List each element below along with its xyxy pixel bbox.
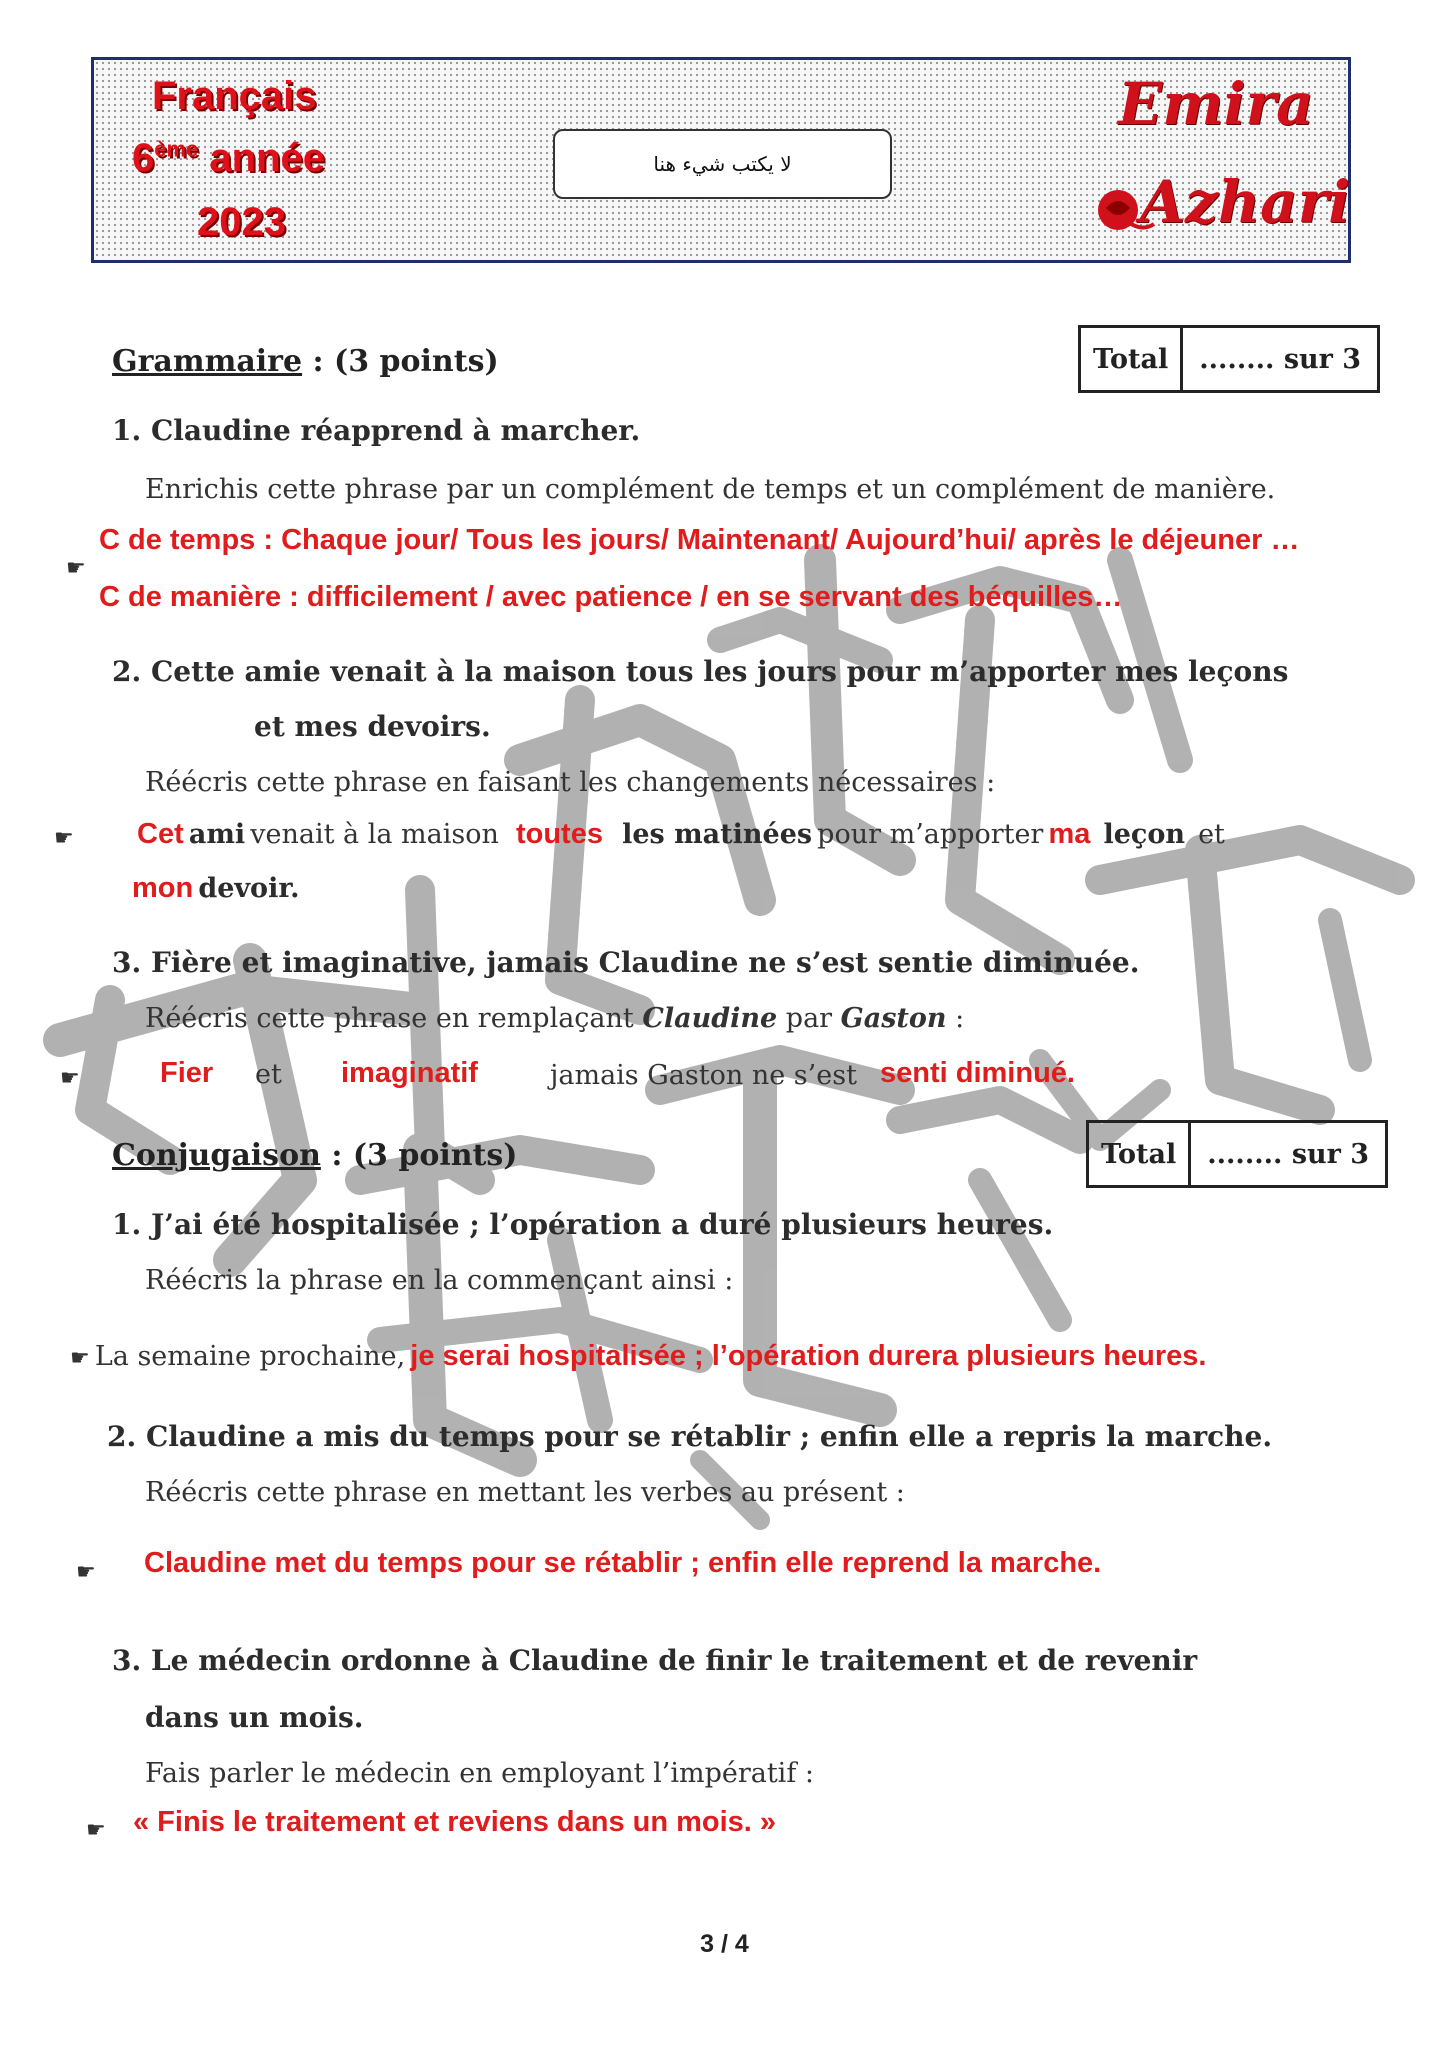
printed-word: leçon <box>1103 819 1185 850</box>
pointing-hand-icon: ☛ <box>86 1818 106 1843</box>
conjugaison-q3-answer: « Finis le traitement et reviens dans un mois. » <box>133 1806 777 1838</box>
section-title-grammaire: Grammaire : (3 points) <box>112 344 499 379</box>
logo-emira: Emira <box>1118 70 1314 138</box>
printed-word: ami <box>188 819 246 850</box>
conjugaison-question-3-line2: dans un mois. <box>145 1701 364 1734</box>
total-label: Total <box>1081 328 1183 390</box>
conjugaison-q2-instruction: Réécris cette phrase en mettant les verbes au présent : <box>145 1477 905 1508</box>
grammaire-question-2-line1: 2. Cette amie venait à la maison tous les jours pour m’apporter mes leçons <box>112 655 1289 688</box>
page-number: 3 / 4 <box>700 1930 749 1958</box>
grammaire-q1-answer-temps: C de temps : Chaque jour/ Tous les jours/ Maintenant/ Aujourd’hui/ après le déjeuner … <box>99 524 1300 556</box>
no-write-box: لا يكتب شيء هنا <box>553 129 892 199</box>
printed-word: et <box>255 1059 282 1090</box>
pointing-hand-icon: ☛ <box>76 1560 96 1585</box>
conjugaison-q2-answer: Claudine met du temps pour se rétablir ; enfin elle reprend la marche. <box>144 1547 1102 1579</box>
conjugaison-q1-answer: je serai hospitalisée ; l’opération durera plusieurs heures. <box>410 1340 1207 1372</box>
total-value: ........ sur 3 <box>1199 343 1362 375</box>
grammaire-q3-answer-fier: Fier <box>160 1057 214 1089</box>
subject-title: Français <box>152 74 317 118</box>
printed-text: pour m’apporter <box>817 819 1044 850</box>
conjugaison-question-1: 1. J’ai été hospitalisée ; l’opération a duré plusieurs heures. <box>112 1208 1054 1241</box>
section-title-conjugaison: Conjugaison : (3 points) <box>112 1138 518 1173</box>
printed-word: devoir. <box>198 873 300 904</box>
grammaire-question-3: 3. Fière et imaginative, jamais Claudine ne s’est sentie diminuée. <box>112 946 1140 979</box>
grammaire-q2-answer-line2 <box>132 872 299 905</box>
answer-word: Cet <box>137 818 184 850</box>
total-label: Total <box>1089 1123 1191 1185</box>
grammaire-total-box <box>1078 325 1380 393</box>
conjugaison-question-3-line1: 3. Le médecin ordonne à Claudine de finir le traitement et de revenir <box>112 1644 1198 1677</box>
pointing-hand-icon: ☛ <box>54 826 74 851</box>
printed-prefix: La semaine prochaine, <box>94 1341 406 1372</box>
total-value: ........ sur 3 <box>1207 1138 1370 1170</box>
conjugaison-q1-answer-line <box>70 1340 1206 1373</box>
grammaire-q1-instruction: Enrichis cette phrase par un complément de temps et un complément de manière. <box>145 474 1276 505</box>
grammaire-question-2-line2: et mes devoirs. <box>254 710 491 743</box>
grammaire-q2-answer-line1 <box>137 818 1225 851</box>
logo-azhari: Azhari <box>1140 168 1351 236</box>
grammaire-question-1: 1. Claudine réapprend à marcher. <box>112 414 641 447</box>
answer-word: toutes <box>515 818 603 850</box>
answer-word: ma <box>1048 818 1091 850</box>
conjugaison-q1-instruction: Réécris la phrase en la commençant ainsi : <box>145 1265 734 1296</box>
pointing-hand-icon: ☛ <box>66 556 86 581</box>
pointing-hand-icon: ☛ <box>70 1346 90 1371</box>
grammaire-q3-answer-imaginatif: imaginatif <box>341 1057 478 1089</box>
answer-word: mon <box>132 872 194 904</box>
printed-word: les matinées <box>622 819 813 850</box>
printed-text: et <box>1198 819 1225 850</box>
conjugaison-total-box <box>1086 1120 1388 1188</box>
grammaire-q2-instruction: Réécris cette phrase en faisant les changements nécessaires : <box>145 767 996 798</box>
level-number: 6 <box>132 136 155 180</box>
conjugaison-question-2: 2. Claudine a mis du temps pour se rétablir ; enfin elle a repris la marche. <box>107 1420 1273 1453</box>
grammaire-q3-answer-diminue: senti diminué. <box>880 1057 1075 1089</box>
level-title <box>132 136 325 181</box>
printed-text: venait à la maison <box>250 819 499 850</box>
grammaire-q1-answer-maniere: C de manière : difficilement / avec patience / en se servant des béquilles… <box>99 581 1123 613</box>
pointing-hand-icon: ☛ <box>60 1066 80 1091</box>
year-title: 2023 <box>197 200 286 244</box>
rose-icon <box>1088 182 1158 242</box>
level-superscript: ème <box>154 136 199 162</box>
conjugaison-q3-instruction: Fais parler le médecin en employant l’impératif : <box>145 1758 814 1789</box>
printed-text: jamais Gaston ne s’est <box>550 1060 857 1091</box>
grammaire-q3-instruction: Réécris cette phrase en remplaçant Claudine par Gaston : <box>145 1003 965 1034</box>
level-word: année <box>209 136 326 180</box>
